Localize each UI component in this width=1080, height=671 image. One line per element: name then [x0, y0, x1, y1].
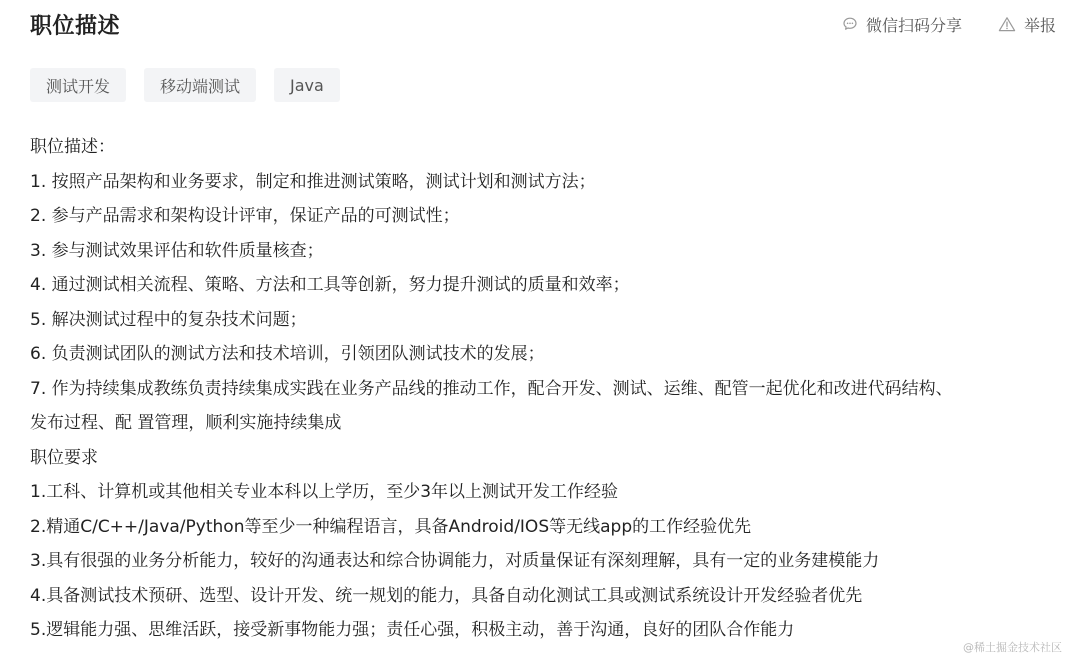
tag-java[interactable]: Java — [274, 68, 340, 102]
description-line: 5. 解决测试过程中的复杂技术问题； — [30, 309, 307, 330]
wechat-share-button[interactable] — [842, 13, 962, 36]
description-line: 7. 作为持续集成教练负责持续集成实践在业务产品线的推动工作，配合开发、测试、运维、配管一起优化和改进代码结构、 — [30, 378, 953, 399]
description-line: 6. 负责测试团队的测试方法和技术培训，引领团队测试技术的发展； — [30, 344, 545, 364]
description-line: 发布过程、配 置管理，顺利实施持续集成 — [30, 413, 342, 433]
description-line: 职位描述： — [30, 137, 115, 157]
tag-test-development[interactable]: 测试开发 — [30, 68, 126, 102]
header-actions — [842, 13, 1056, 36]
requirement-line: 4.具备测试技术预研、选型、设计开发、统一规划的能力，具备自动化测试工具或测试系统设计开发经验者优先 — [30, 585, 863, 606]
warning-triangle-icon — [998, 16, 1016, 32]
job-description-text — [30, 130, 1060, 648]
watermark: @稀土掘金技术社区 — [963, 641, 1062, 654]
tag-mobile-testing[interactable]: 移动端测试 — [144, 68, 256, 102]
description-line: 2. 参与产品需求和架构设计评审，保证产品的可测试性； — [30, 206, 460, 226]
wechat-share-label: 微信扫码分享 — [865, 15, 962, 35]
report-button[interactable] — [998, 13, 1056, 36]
description-line: 3. 参与测试效果评估和软件质量核查； — [30, 240, 324, 261]
page-title: 职位描述 — [30, 13, 121, 39]
requirement-line: 2.精通C/C++/Java/Python等至少一种编程语言，具备Android/IOS等无线app的工作经验优先 — [30, 516, 752, 537]
requirement-line: 5.逻辑能力强、思维活跃，接受新事物能力强；责任心强，积极主动，善于沟通，良好的团队合作能力 — [30, 620, 795, 640]
requirement-line: 1.工科、计算机或其他相关专业本科以上学历，至少3年以上测试开发工作经验 — [30, 482, 619, 502]
requirement-line: 3.具有很强的业务分析能力，较好的沟通表达和综合协调能力，对质量保证有深刻理解，具有一定的业务建模能力 — [30, 551, 880, 571]
description-line: 4. 通过测试相关流程、策略、方法和工具等创新，努力提升测试的质量和效率； — [30, 275, 630, 295]
requirements-heading: 职位要求 — [30, 447, 98, 468]
header — [30, 8, 1056, 40]
chat-bubble-icon — [842, 16, 858, 32]
report-label: 举报 — [1023, 15, 1056, 35]
tag-list — [30, 68, 340, 102]
description-line: 1. 按照产品架构和业务要求，制定和推进测试策略，测试计划和测试方法； — [30, 171, 596, 192]
